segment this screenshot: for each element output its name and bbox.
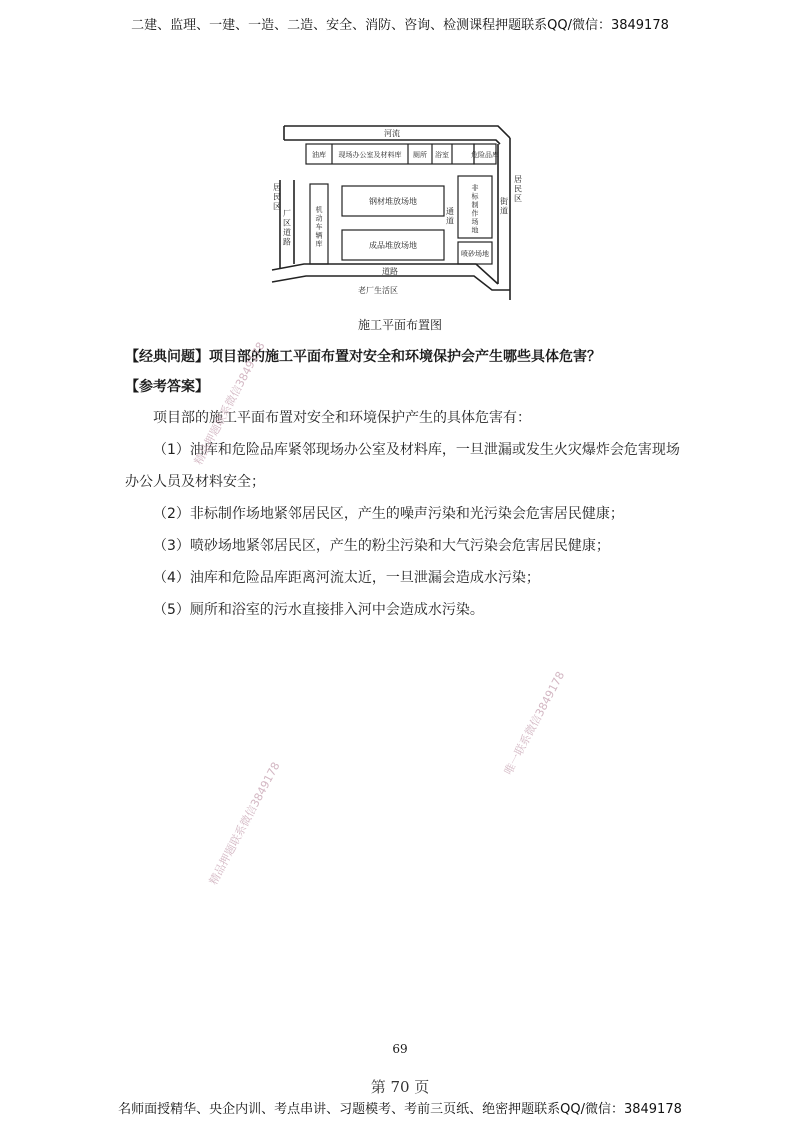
page-number: 69 xyxy=(392,1042,408,1056)
answer-item-1: （1）油库和危险品库紧邻现场办公室及材料库，一旦泄漏或发生火灾爆炸会危害现场办公人员及材料安全； xyxy=(125,442,680,490)
finished-yard-label: 成品堆放场地 xyxy=(369,241,417,250)
factory-road-label: 厂区道路 xyxy=(283,209,291,247)
nonstandard-yard-label: 非标制作场地 xyxy=(471,184,479,235)
steel-yard-label: 钢材堆放场地 xyxy=(369,197,417,206)
bath-label: 浴室 xyxy=(435,151,449,159)
watermark: 精品押题联系微信3849178 xyxy=(191,339,268,468)
old-plant-label: 老厂生活区 xyxy=(358,286,398,295)
answer-item-4: （4）油库和危险品库距离河流太近，一旦泄漏会造成水污染； xyxy=(153,570,540,586)
watermark: 精品押题联系微信3849178 xyxy=(206,759,283,888)
page-footer: 名师面授精华、央企内训、考点串讲、习题模考、考前三页纸、绝密押题联系QQ/微信：3849178 xyxy=(118,1102,682,1117)
road-label: 道路 xyxy=(382,267,398,276)
page-count: 第 70 页 xyxy=(370,1078,430,1096)
answer-item-2: （2）非标制作场地紧邻居民区，产生的噪声污染和光污染会危害居民健康； xyxy=(153,506,624,522)
hazmat-label: 危险品库 xyxy=(471,151,499,159)
answer-item-3: （3）喷砂场地紧邻居民区，产生的粉尘污染和大气污染会危害居民健康； xyxy=(153,538,610,554)
sandblast-label: 喷砂场地 xyxy=(461,250,489,258)
answer-intro: 项目部的施工平面布置对安全和环境保护产生的具体危害有： xyxy=(153,410,531,426)
residential-right-label: 居民区 xyxy=(514,175,522,203)
river-label: 河流 xyxy=(384,129,400,138)
watermark: 唯一联系微信3849178 xyxy=(501,669,568,778)
question-heading: 【经典问题】项目部的施工平面布置对安全和环境保护会产生哪些具体危害？ xyxy=(125,349,601,365)
page-header: 二建、监理、一建、一造、二造、安全、消防、咨询、检测课程押题联系QQ/微信：3849178 xyxy=(131,18,669,33)
site-plan-figure xyxy=(266,118,532,304)
residential-left-label: 居民区 xyxy=(273,183,281,211)
toilet-label: 厕所 xyxy=(413,151,427,159)
office-label: 现场办公室及材料库 xyxy=(338,151,402,159)
vehicle-garage-label: 机动车辆库 xyxy=(315,206,323,248)
answer-item-5: （5）厕所和浴室的污水直接排入河中会造成水污染。 xyxy=(153,602,484,618)
passage-label: 通道 xyxy=(446,207,454,226)
oil-depot-label: 油库 xyxy=(312,151,326,159)
answer-heading: 【参考答案】 xyxy=(125,379,209,395)
figure-caption: 施工平面布置图 xyxy=(357,318,442,332)
street-label: 街道 xyxy=(500,197,508,216)
